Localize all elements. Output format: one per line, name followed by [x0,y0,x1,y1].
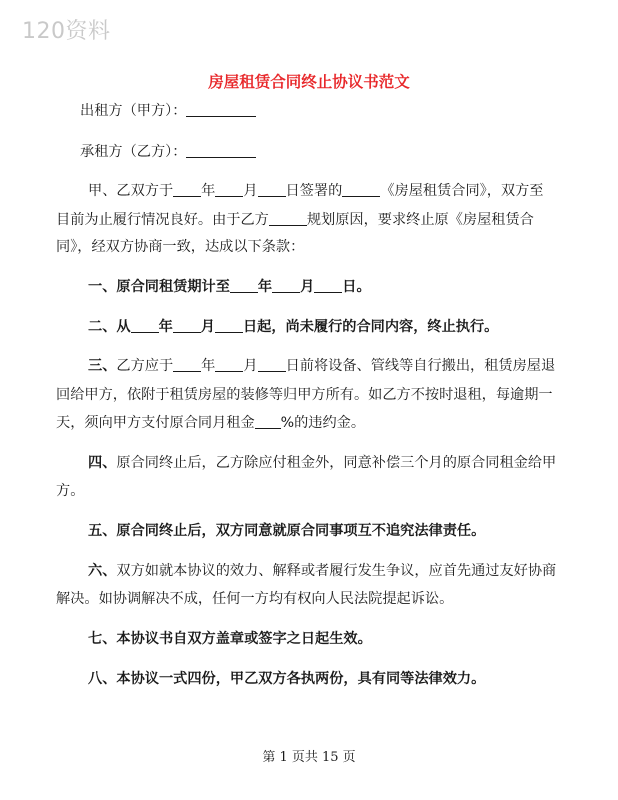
clause-3-line-1 [88,356,555,376]
lessee-label: 承租方（乙方）： [80,144,187,160]
intro-text: 年 [201,183,216,199]
blank-percent[interactable] [255,414,281,429]
intro-text: 《房屋租赁合同》，双方至 [380,183,544,199]
blank-year[interactable] [173,182,201,197]
blank-month[interactable] [215,182,243,197]
intro-line-3: 同》，经双方协商一致，达成以下条款： [56,239,305,255]
intro-text: 月 [243,183,258,199]
clause-text: 原合同终止后，乙方除应付租金外，同意补偿三个月的原合同租金给甲 [116,455,557,471]
blank-day[interactable] [215,318,243,333]
intro-line-1 [88,181,543,201]
blank-month[interactable] [272,278,300,293]
clause-text: 年 [158,319,173,335]
blank-day[interactable] [258,357,286,372]
clause-2 [88,317,498,337]
clause-number: 三、 [88,358,117,374]
blank-date[interactable] [342,182,380,197]
clause-text: 日。 [342,279,371,295]
page-footer: 第 1 页共 15 页 [262,750,356,765]
clause-7: 七、本协议书自双方盖章或签字之日起生效。 [88,631,372,647]
clause-text: 年 [201,358,216,374]
intro-text: 规划原因，要求终止原《房屋租赁合 [306,212,534,228]
clause-text: 双方如就本协议的效力、解释或者履行发生争议，应首先通过友好协商 [116,563,557,579]
clause-text: 月 [300,279,315,295]
lessee-line [80,142,256,162]
clause-number: 四、 [88,455,117,471]
lessor-label: 出租方（甲方）： [80,103,187,119]
clause-text: 天，须向甲方支付原合同月租金 [56,415,255,431]
clause-text: 月 [200,319,215,335]
clause-number: 六、 [88,563,117,579]
intro-text: 甲、乙双方于 [88,183,174,199]
clause-6-line-2: 解决。如协调解决不成，任何一方均有权向人民法院提起诉讼。 [56,591,454,607]
watermark: 120资料 [22,19,111,44]
clause-5: 五、原合同终止后，双方同意就原合同事项互不追究法律责任。 [88,523,486,539]
blank-year[interactable] [230,278,258,293]
blank-year[interactable] [173,357,201,372]
intro-line-2 [56,210,534,230]
blank-year[interactable] [131,318,159,333]
clause-1 [88,277,371,297]
blank-reason[interactable] [269,211,307,226]
clause-text: 乙方应于 [116,358,174,374]
clause-3-line-3 [56,413,365,433]
blank-day[interactable] [314,278,342,293]
clause-text: 月 [243,358,258,374]
clause-8: 八、本协议一式四份，甲乙双方各执两份，具有同等法律效力。 [88,671,486,687]
blank-month[interactable] [215,357,243,372]
clause-text: 日前将设备、管线等自行搬出，租赁房屋退 [285,358,556,374]
document-title: 房屋租赁合同终止协议书范文 [208,73,410,91]
lessee-blank[interactable] [186,143,256,158]
clause-3-line-2: 回给甲方，依附于租赁房屋的装修等归甲方所有。如乙方不按时退租，每逾期一 [56,387,553,403]
clause-text: 一、原合同租赁期计至 [88,279,230,295]
clause-4-line-1 [88,453,556,473]
clause-4-line-2: 方。 [56,483,85,499]
clause-text: 日起，尚未履行的合同内容，终止执行。 [242,319,499,335]
intro-text: 日签署的 [285,183,343,199]
clause-text: 二、从 [88,319,131,335]
intro-text: 目前为止履行情况良好。由于乙方 [56,212,269,228]
blank-day[interactable] [258,182,286,197]
lessor-blank[interactable] [186,102,256,117]
clause-text: %的违约金。 [280,415,366,431]
blank-month[interactable] [173,318,201,333]
lessor-line [80,101,256,121]
clause-6-line-1 [88,561,556,581]
clause-text: 年 [257,279,273,295]
